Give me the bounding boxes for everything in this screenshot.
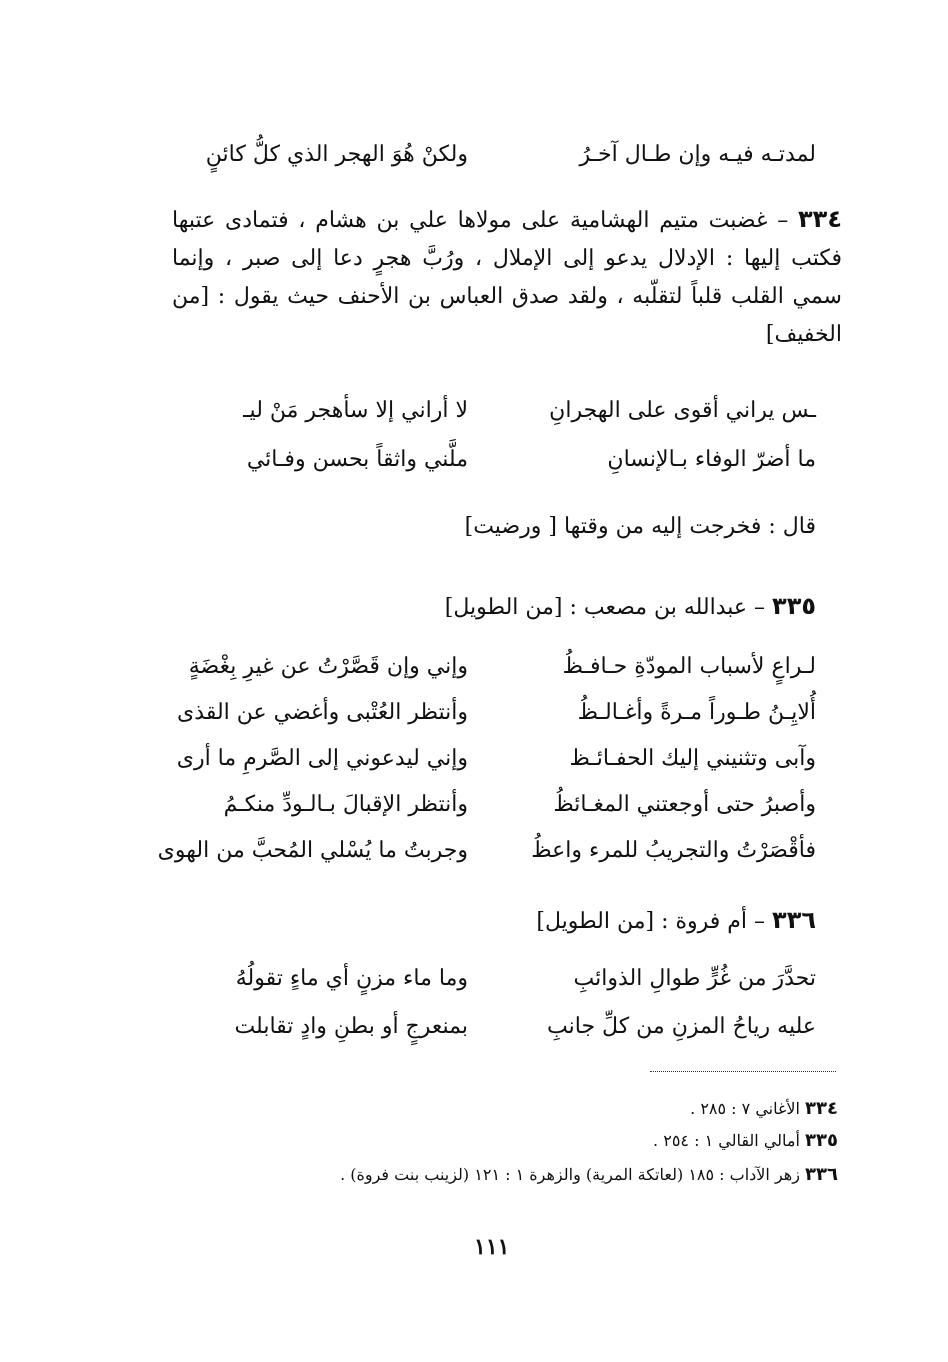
verse-hemistich-second: لمدتـه فيـه وإن طـال آخـرُ: [579, 142, 816, 167]
footnote-text: زهر الآداب : ١٨٥ (لعاتكة المرية) والزهرة ١ : ١٢١ (لزينب بنت فروة) .: [340, 1165, 800, 1184]
verse-hemistich-first: وأنتظر العُتْبى وأغضي عن القذى: [177, 700, 468, 725]
entry-text: – غضبت متيم الهشامية على مولاها علي بن هشام ، فتمادى عتبها فكتب إليها : الإدلال يدعو إلى الإملال ، ورُبَّ هجرٍ دعا إلى صبر ، وإنما سمي القلب قلباً لتقلّبه ، ولقد صدق العباس بن الأحنف حيث يقول : [من الخفيف]: [172, 208, 842, 347]
verse-hemistich-second: ما أضرّ الوفاء بـالإنسانِ: [607, 447, 816, 472]
verse-hemistich-first: لا أراني إلا سأهجر مَنْ ليـ: [243, 398, 468, 423]
verse-hemistich-first: بمنعرجٍ أو بطنِ وادٍ تقابلت: [234, 1014, 468, 1039]
verse-hemistich-second: وأصبرُ حتى أوجعتني المغـائظُ: [553, 792, 816, 817]
entry-335-heading: [445, 592, 816, 620]
verse-hemistich-first: وإني ليدعوني إلى الصَّرمِ ما أرى: [176, 746, 468, 771]
entry-336-heading: [536, 906, 816, 934]
verse-hemistich-first: ملَّني واثقاً بحسن وفـائي: [246, 447, 468, 472]
verse-hemistich-second: أُلايِـنُ طـوراً مـرةً وأغـالـظُ: [577, 700, 816, 725]
entry-heading-text: – أم فروة : [من الطويل]: [536, 909, 766, 934]
footnote-separator: [650, 1071, 836, 1072]
footnote-number: ٣٣٥: [805, 1130, 838, 1151]
entry-number: ٣٣٥: [772, 592, 816, 620]
entry-number: ٣٣٤: [798, 205, 842, 233]
verse-hemistich-second: لـراعٍ لأسباب المودّةِ حـافـظُ: [562, 654, 816, 679]
footnote: [653, 1130, 838, 1151]
verse-hemistich-second: تحدَّرَ من غُرٍّ طوالِ الذوائبِ: [573, 966, 816, 991]
verse-hemistich-second: فأقْصَرْتُ والتجريبُ للمرء واعظُ: [531, 838, 816, 863]
verse-hemistich-first: وأنتظر الإقبالَ بـالـودِّ منكـمُ: [223, 792, 468, 817]
page-number: ١١١: [474, 1234, 510, 1260]
entry-334-closing: قال : فخرجت إليه من وقتها [ ورضيت]: [464, 514, 816, 539]
verse-hemistich-second: ـس يراني أقوى على الهجرانِ: [549, 398, 816, 423]
footnote-text: الأغاني ٧ : ٢٨٥ .: [690, 1099, 800, 1118]
footnote: [690, 1098, 838, 1119]
entry-heading-text: – عبدالله بن مصعب : [من الطويل]: [444, 595, 766, 620]
entry-334-paragraph: [172, 200, 842, 354]
verse-hemistich-first: ولكنْ هُوَ الهجر الذي كلُّ كائنٍ: [205, 142, 468, 167]
verse-hemistich-second: عليه رياحُ المزنِ من كلِّ جانبِ: [547, 1014, 816, 1039]
verse-hemistich-second: وآبى وتثنيني إليك الحفـائـظ: [569, 746, 816, 771]
verse-hemistich-first: وما ماء مزنٍ أي ماءٍ تقولُهُ: [235, 966, 468, 991]
entry-number: ٣٣٦: [772, 906, 816, 934]
verse-hemistich-first: وجربتُ ما يُسْلي المُحبَّ من الهوى: [157, 838, 468, 863]
footnote-text: أمالي القالي ١ : ٢٥٤ .: [653, 1131, 800, 1150]
footnote-number: ٣٣٦: [805, 1164, 838, 1185]
footnote-number: ٣٣٤: [805, 1098, 838, 1119]
verse-hemistich-first: وإني وإن قَصَّرْتُ عن غيرِ بِغْضَةٍ: [188, 654, 468, 679]
footnote: [340, 1164, 838, 1185]
